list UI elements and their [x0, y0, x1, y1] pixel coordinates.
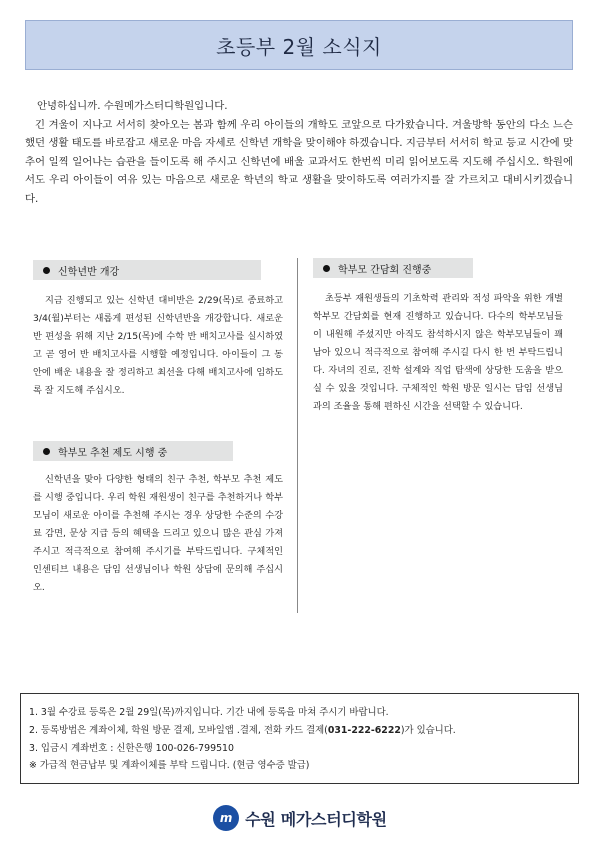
section-heading-label: 학부모 추천 제도 시행 중: [58, 447, 168, 459]
bullet-icon: [43, 267, 50, 274]
notice-line-3: 3. 입금시 계좌번호 : 신한은행 100-026-799510: [29, 742, 234, 754]
academy-footer: [0, 802, 600, 834]
notice-line-2: 2. 등록방법은 계좌이체, 학원 방문 결제, 모바일앱 .결제, 전화 카드 결제(031-222-6222)가 있습니다.: [29, 724, 456, 736]
bullet-icon: [43, 448, 50, 455]
section-heading-label: 학부모 간담회 진행중: [338, 264, 432, 276]
section-body-opening: 지금 진행되고 있는 신학년 대비반은 2/29(목)로 종료하고 3/4(월)부터는 새롭게 편성된 신학년반을 개강합니다. 새로운 반 편성을 위해 지난 2/15(목)에 수학 반 배치고사를 실시하였고 곧 영어 반 배치고사를 시행할 예정입니다. 아이들이 그 동안에 배운 내용을 잘 정리하고 최선을 다해 배치고사에 임하도록 잘 지도해 주십시오.: [33, 295, 283, 396]
section-heading-meeting: [313, 258, 473, 278]
notice-line-1: 1. 3월 수강료 등록은 2월 29일(목)까지입니다. 기간 내에 등록을 마쳐 주시기 바랍니다.: [29, 707, 389, 718]
section-heading-label: 신학년반 개강: [58, 266, 120, 278]
newsletter-title-banner: [25, 20, 573, 70]
bullet-icon: [323, 265, 330, 272]
academy-logo-icon: m: [213, 805, 239, 831]
section-heading-opening: [33, 260, 261, 280]
intro-greeting: 안녕하십니까. 수원메가스터디학원입니다.: [37, 100, 228, 112]
section-heading-referral: [33, 441, 233, 461]
column-divider: [297, 258, 298, 613]
section-body-referral: 신학년을 맞아 다양한 형태의 친구 추천, 학부모 추천 제도를 시행 중입니다. 우리 학원 재원생이 친구를 추천하거나 학부모님이 새로운 아이를 추천해 주시는 경우 상당한 수준의 수강료 감면, 문상 지급 등의 혜택을 드리고 있으니 많은 관심 가져 주시고 적극적으로 참여해 주시기를 부탁드립니다. 구체적인 인센티브 내용은 담임 선생님이나 학원 상담에 문의해 주십시오.: [33, 474, 283, 593]
academy-name: 수원 메가스터디학원: [245, 809, 387, 829]
section-body-meeting: 초등부 재원생들의 기초학력 관리와 적성 파악을 위한 개별 학부모 간담회를 현재 진행하고 있습니다. 다수의 학부모님들이 내원해 주셨지만 아직도 참석하시지 않은 학부모님들이 꽤 남아 있으니 적극적으로 참여해 주시길 다시 한 번 부탁드립니다. 자녀의 진로, 진학 설계와 직업 탐색에 상당한 도움을 받으실 수 있을 것입니다. 구체적인 학원 방문 일시는 담임 선생님과의 조율을 통해 편하신 시간을 선택할 수 있습니다.: [313, 293, 563, 412]
intro-body: 긴 겨울이 지나고 서서히 찾아오는 봄과 함께 우리 아이들의 개학도 코앞으로 다가왔습니다. 겨울방학 동안의 다소 느슨했던 생활 태도를 바로잡고 새로운 마음 자세로 신학년 개학을 맞이해야 하겠습니다. 지금부터 서서히 학교 등교 시간에 맞추어 일찍 일어나는 습관을 들이도록 해 주시고 신학년에 배울 교과서도 한번씩 미리 읽어보도록 지도해 주십시오. 학원에서도 우리 아이들이 여유 있는 마음으로 새로운 학년의 학교 생활을 맞이하도록 여러가지를 잘 가르치고 대비시키겠습니다.: [25, 118, 573, 205]
registration-notice-box: [20, 693, 579, 784]
phone-number: 031-222-6222: [327, 724, 401, 736]
intro-text: [25, 97, 573, 208]
newsletter-title: 초등부 2월 소식지: [216, 34, 382, 59]
notice-line-4: ※ 가급적 현금납부 및 계좌이체를 부탁 드립니다. (현금 영수증 발급): [29, 760, 310, 772]
